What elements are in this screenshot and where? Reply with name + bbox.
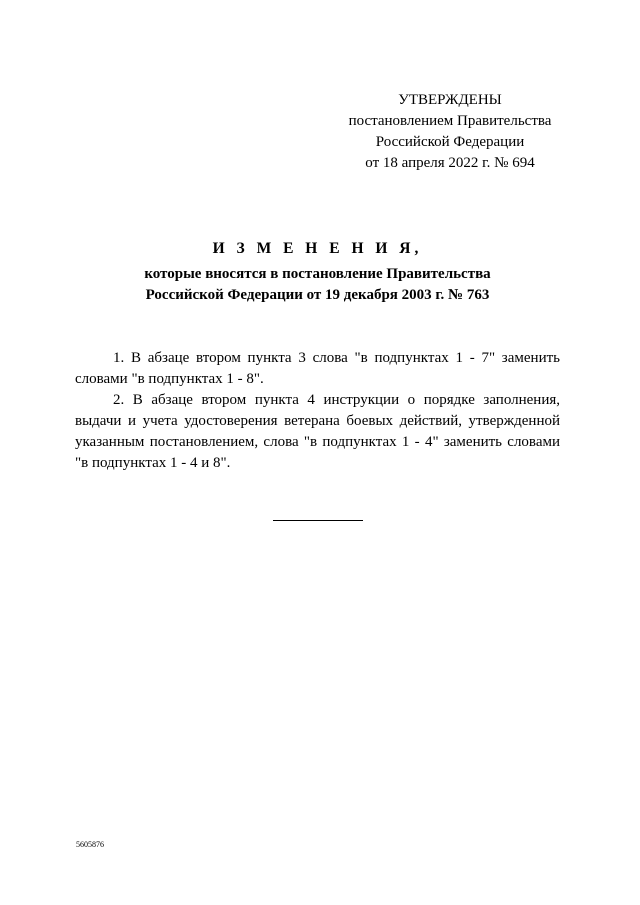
amendment-paragraph-1: 1. В абзаце втором пункта 3 слова "в подпунктах 1 - 7" заменить словами "в подпунктах 1 - 8". [75,350,560,387]
subtitle-line: Российской Федерации от 19 декабря 2003 г. № 763 [145,287,490,303]
document-body [75,348,560,474]
document-title: И З М Е Н Е Н И Я, [212,240,423,257]
approval-line-date-number: от 18 апреля 2022 г. № 694 [365,155,535,171]
document-heading [75,238,560,306]
approval-line-government: Российской Федерации [375,134,525,150]
approval-heading: УТВЕРЖДЕНЫ [398,92,502,108]
document-code: 5605876 [76,840,104,849]
closing-divider [273,520,363,521]
approval-stamp [330,90,570,174]
amendment-paragraph-2: 2. В абзаце втором пункта 4 инструкции о порядке заполнения, выдачи и учета удостоверения ветерана боевых действий, утвержденной указанным постановлением, слова "в подпунктах 1 - 4" заменить словами "в подпунктах 1 - 4 и 8". [75,392,560,471]
subtitle-line: которые вносятся в постановление Правительства [144,266,491,282]
document-subtitle [75,264,560,306]
approval-line-resolution: постановлением Правительства [348,113,552,129]
